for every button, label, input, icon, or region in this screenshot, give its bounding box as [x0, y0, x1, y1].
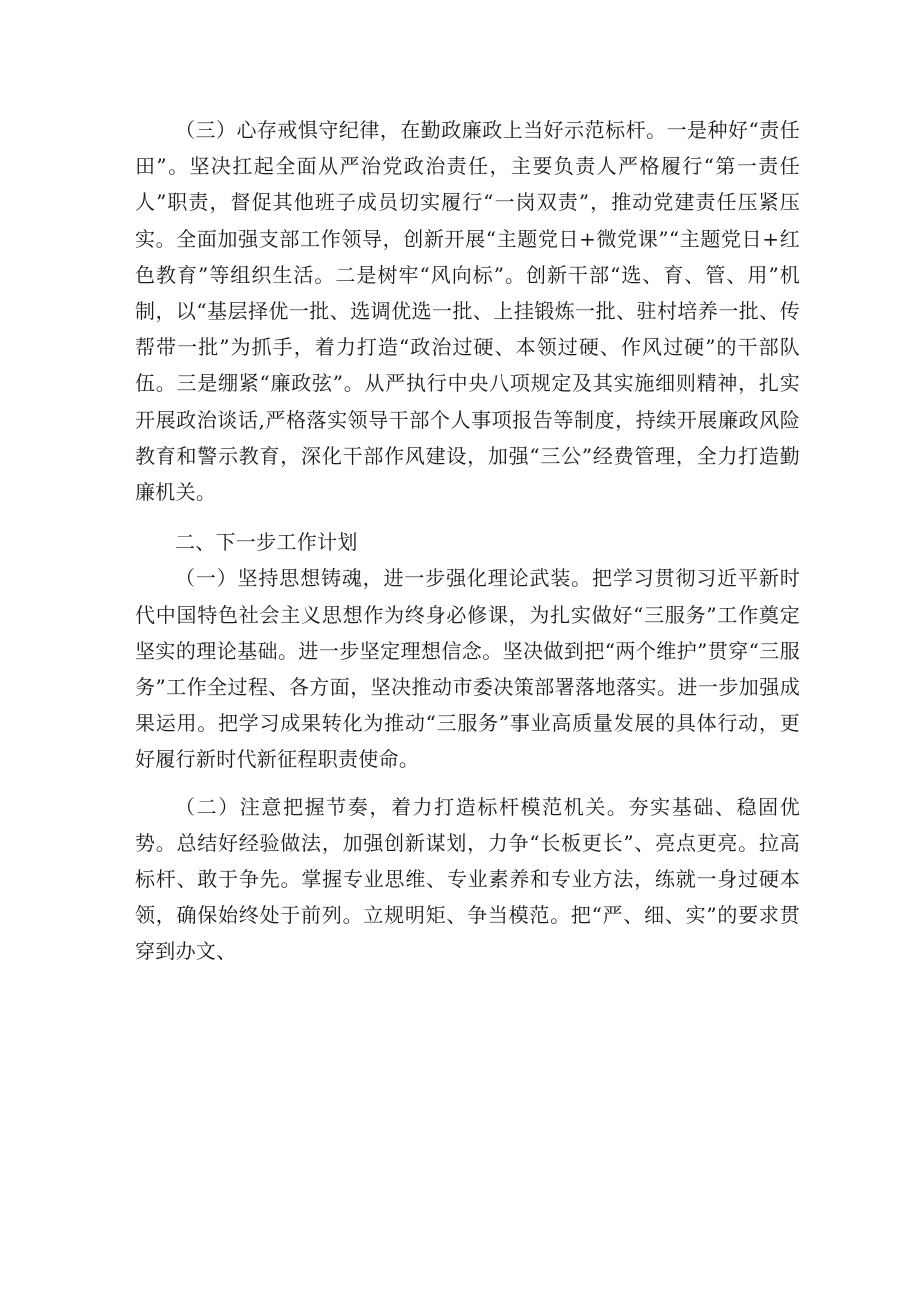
paragraph-plan-1-theory: （一）坚持思想铸魂，进一步强化理论武装。把学习贯彻习近平新时代中国特色社会主义思想作为终身必修课，为扎实做好“三服务”工作奠定坚实的理论基础。进一步坚定理想信念。坚决做到把“两个维护”贯穿“三服务”工作全过程、各方面，坚决推动市委决策部署落地落实。进一步加强成果运用。把学习成果转化为推动“三服务”事业高质量发展的具体行动，更好履行新时代新征程职责使命。 — [135, 566, 800, 772]
section-heading-next-plan: 二、下一步工作计划 — [175, 530, 358, 555]
paragraph-plan-2-benchmark: （二）注意把握节奏，着力打造标杆模范机关。夯实基础、稳固优势。总结好经验做法，加强创新谋划，力争“长板更长”、亮点更亮。拉高标杆、敢于争先。掌握专业思维、专业素养和专业方法，练就一身过硬本领，确保始终处于前列。立规明矩、争当模范。把“严、细、实”的要求贯穿到办文、 — [135, 794, 800, 964]
paragraph-section-3-discipline: （三）心存戒惧守纪律，在勤政廉政上当好示范标杆。一是种好“责任田”。坚决扛起全面从严治党政治责任，主要负责人严格履行“第一责任人”职责，督促其他班子成员切实履行“一岗双责”，推动党建责任压紧压实。全面加强支部工作领导，创新开展“主题党日+微党课”“主题党日+红色教育”等组织生活。二是树牢“风向标”。创新干部“选、育、管、用”机制，以“基层择优一批、选调优选一批、上挂锻炼一批、驻村培养一批、传帮带一批”为抓手，着力打造“政治过硬、本领过硬、作风过硬”的干部队伍。三是绷紧“廉政弦”。从严执行中央八项规定及其实施细则精神，扎实开展政治谈话,严格落实领导干部个人事项报告等制度，持续开展廉政风险教育和警示教育，深化干部作风建设，加强“三公”经费管理，全力打造勤廉机关。 — [135, 118, 800, 505]
